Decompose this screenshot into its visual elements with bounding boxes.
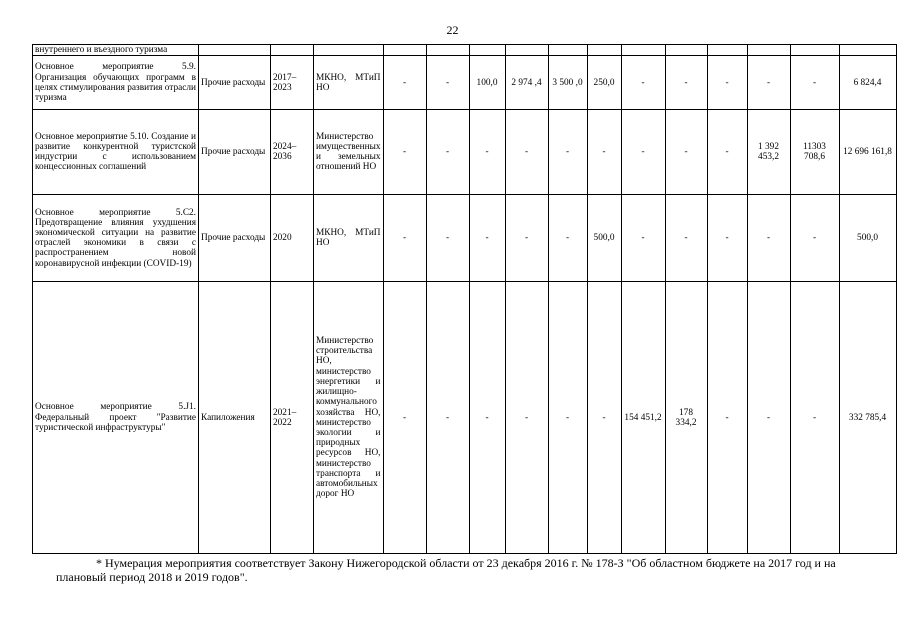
value-cell: 1 392 453,2 [747,110,790,195]
table-row [33,45,897,56]
total-cell: 6 824,4 [839,56,896,110]
table-row [33,282,897,554]
table-row [33,110,897,195]
value-cell: - [707,282,747,554]
value-cell [426,45,469,56]
value-cell: 178 334,2 [665,282,707,554]
value-cell [469,45,505,56]
value-cell: - [548,110,587,195]
value-cell [790,45,839,56]
value-cell [747,45,790,56]
value-cell [665,45,707,56]
value-cell: - [469,282,505,554]
total-cell: 332 785,4 [839,282,896,554]
value-cell: - [469,110,505,195]
value-cell: - [505,195,548,282]
value-cell [383,45,426,56]
value-cell: - [747,282,790,554]
value-cell: - [790,56,839,110]
period-cell: 2020 [271,195,314,282]
value-cell: 100,0 [469,56,505,110]
value-cell: - [747,195,790,282]
value-cell [505,45,548,56]
value-cell: 11303 708,6 [790,110,839,195]
table-row [33,195,897,282]
value-cell: - [665,110,707,195]
value-cell: - [587,282,621,554]
value-cell: 154 451,2 [621,282,665,554]
value-cell: - [707,56,747,110]
executor-cell [314,45,384,56]
expense-type-cell: Прочие расходы [199,110,271,195]
value-cell: - [426,282,469,554]
page-number: 22 [446,23,459,37]
value-cell [548,45,587,56]
value-cell: - [505,282,548,554]
value-cell: - [747,56,790,110]
value-cell: - [548,282,587,554]
value-cell: - [505,110,548,195]
executor-cell: Министерство имущественных и земельных отношений НО [314,110,384,195]
value-cell: - [383,195,426,282]
value-cell: 500,0 [587,195,621,282]
value-cell: - [383,110,426,195]
value-cell [621,45,665,56]
value-cell: 250,0 [587,56,621,110]
activity-name-cell: внутреннего и въездного туризма [33,45,199,56]
value-cell: - [426,195,469,282]
value-cell: - [707,110,747,195]
value-cell: - [665,195,707,282]
value-cell [587,45,621,56]
expense-type-cell [199,45,271,56]
value-cell: - [426,56,469,110]
table-row [33,56,897,110]
period-cell: 2017–2023 [271,56,314,110]
period-cell: 2024–2036 [271,110,314,195]
total-cell: 12 696 161,8 [839,110,896,195]
value-cell: - [665,56,707,110]
value-cell: - [469,195,505,282]
value-cell: - [587,110,621,195]
program-table [32,44,897,554]
value-cell: - [707,195,747,282]
footnote: * Нумерация мероприятия соответствует Закону Нижегородской области от 23 декабря 2016 г. № 178-З "Об областном бюджете на 2017 год и на плановый период 2018 и 2019 годов". [56,556,836,584]
executor-cell: МКНО, МТиП НО [314,195,384,282]
value-cell: - [621,195,665,282]
value-cell: 2 974 ,4 [505,56,548,110]
value-cell: 3 500 ,0 [548,56,587,110]
executor-cell: Министерство строительства НО, министерство энергетики и жилищно-коммунального хозяйства НО, министерство экологии и природных ресурсов НО, министерство транспорта и автомобильных дорог НО [314,282,384,554]
total-cell: 500,0 [839,195,896,282]
value-cell: - [383,282,426,554]
value-cell [707,45,747,56]
value-cell: - [621,110,665,195]
executor-cell: МКНО, МТиП НО [314,56,384,110]
expense-type-cell: Капиложения [199,282,271,554]
value-cell: - [426,110,469,195]
activity-name-cell: Основное мероприятие 5.9. Организация обучающих программ в целях стимулирования развития отрасли туризма [33,56,199,110]
period-cell [271,45,314,56]
value-cell: - [621,56,665,110]
value-cell: - [383,56,426,110]
activity-name-cell: Основное мероприятие 5.С2. Предотвращение влияния ухудшения экономической ситуации на развитие отраслей экономики в связи с распространением новой коронавирусной инфекции (COVID-19) [33,195,199,282]
value-cell: - [790,282,839,554]
period-cell: 2021–2022 [271,282,314,554]
expense-type-cell: Прочие расходы [199,56,271,110]
value-cell: - [548,195,587,282]
expense-type-cell: Прочие расходы [199,195,271,282]
activity-name-cell: Основное мероприятие 5.J1. Федеральный проект "Развитие туристической инфраструктуры" [33,282,199,554]
value-cell: - [790,195,839,282]
total-cell [839,45,896,56]
activity-name-cell: Основное мероприятие 5.10. Создание и развитие конкурентной туристской индустрии с использованием концессионных соглашений [33,110,199,195]
